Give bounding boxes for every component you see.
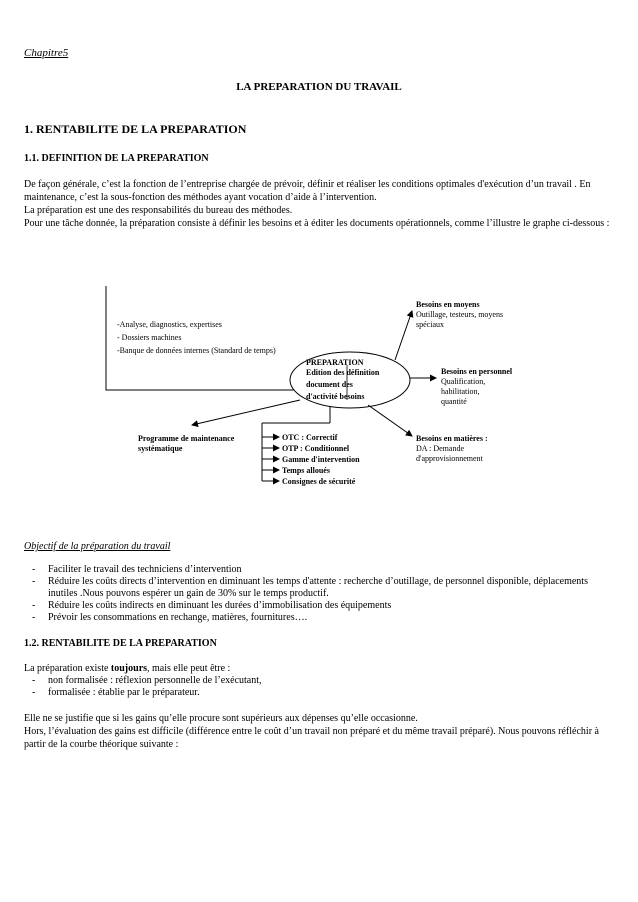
intro-pre: La préparation existe: [24, 663, 111, 674]
programme-line: systématique: [138, 444, 183, 453]
input-item: -Banque de données internes (Standard de temps): [117, 346, 276, 355]
final-text: [24, 712, 616, 751]
besoins-moyens: [416, 300, 526, 330]
besoins-personnel: [441, 367, 541, 407]
moyens-title: Besoins en moyens: [416, 300, 480, 309]
personnel-line: Qualification,: [441, 377, 486, 386]
objectif-list: [24, 564, 616, 624]
personnel-line: habilitation,: [441, 387, 480, 396]
final-paragraph: Elle ne se justifie que si les gains qu’elle procure sont supérieurs aux dépenses qu’elle occasionne.: [24, 713, 418, 724]
intro-paragraph: De façon générale, c’est la fonction de l’entreprise chargée de prévoir, définir et réaliser les conditions optimales d'exécution d’un travail . En maintenance, c’est la sous-fonction des méthodes ayant vocation d’aide à l’intervention.: [24, 179, 591, 203]
documents-list: [282, 432, 382, 487]
center-line: document des: [306, 380, 353, 389]
center-content: [306, 368, 394, 402]
moyens-line: spéciaux: [416, 320, 444, 329]
document-item: Temps alloués: [282, 466, 330, 475]
document-item: Consignes de sécurité: [282, 477, 356, 486]
input-item: -Analyse, diagnostics, expertises: [117, 320, 222, 329]
objectif-title: Objectif de la préparation du travail: [24, 541, 171, 552]
section-1-title: 1. RENTABILITE DE LA PREPARATION: [24, 122, 247, 136]
list-item: - non formalisée : réflexion personnelle de l’exécutant,: [24, 675, 616, 687]
list-item: - Faciliter le travail des techniciens d’intervention: [24, 564, 616, 576]
programme-line: Programme de maintenance: [138, 434, 235, 443]
programme-maintenance: [138, 434, 258, 454]
list-item: - Réduire les coûts directs d’intervention en diminuant les temps d'attente : recherche d’outillage, de personnel disponible, déplacements inutiles .Nous pouvons espérer un gain de 30% sur le temps productif.: [24, 576, 616, 600]
main-title: LA PREPARATION DU TRAVAIL: [236, 81, 402, 93]
matieres-line: d'approvisionnement: [416, 454, 483, 463]
intro-bold: toujours: [110, 663, 148, 674]
list-item: - Réduire les coûts indirects en diminuant les durées d’immobilisation des équipements: [24, 600, 616, 612]
intro-paragraph: La préparation est une des responsabilités du bureau des méthodes.: [24, 205, 293, 216]
personnel-line: quantité: [441, 397, 467, 406]
document-item: OTC : Correctif: [282, 433, 338, 442]
section-1-2-intro: [24, 662, 616, 675]
arrow-moyens: [395, 311, 412, 360]
besoins-matieres: [416, 434, 526, 464]
diagram-inputs: [117, 320, 277, 356]
chapter-label: Chapitre5: [24, 47, 69, 59]
section-1-2-list: [24, 675, 616, 699]
moyens-line: Outillage, testeurs, moyens: [416, 310, 504, 319]
center-line: d'activité besoins: [306, 392, 365, 401]
section-1-2-title: 1.2. RENTABILITE DE LA PREPARATION: [24, 638, 217, 649]
matieres-title: Besoins en matières :: [416, 434, 488, 443]
arrow-programme: [192, 400, 300, 425]
center-title: PREPARATION: [306, 358, 364, 367]
matieres-line: DA : Demande: [416, 444, 464, 453]
final-paragraph: Hors, l’évaluation des gains est difficile (différence entre le coût d’un travail non préparé et du même travail préparé). Nous pouvons réfléchir à partir de la courbe théorique suivante :: [24, 726, 599, 750]
section-1-1-title: 1.1. DEFINITION DE LA PREPARATION: [24, 153, 209, 164]
input-item: - Dossiers machines: [117, 333, 182, 342]
intro-paragraph: Pour une tâche donnée, la préparation consiste à définir les besoins et à éditer les documents opérationnels, comme l’illustre le graphe ci-dessous :: [24, 218, 610, 229]
document-item: OTP : Conditionnel: [282, 444, 350, 453]
personnel-title: Besoins en personnel: [441, 367, 513, 376]
document-item: Gamme d'intervention: [282, 455, 360, 464]
intro-post: , mais elle peut être :: [147, 663, 231, 674]
list-item: - formalisée : établie par le préparateur.: [24, 687, 616, 699]
center-line: Edition des définition: [306, 368, 380, 377]
list-item: - Prévoir les consommations en rechange, matières, fournitures….: [24, 612, 616, 624]
